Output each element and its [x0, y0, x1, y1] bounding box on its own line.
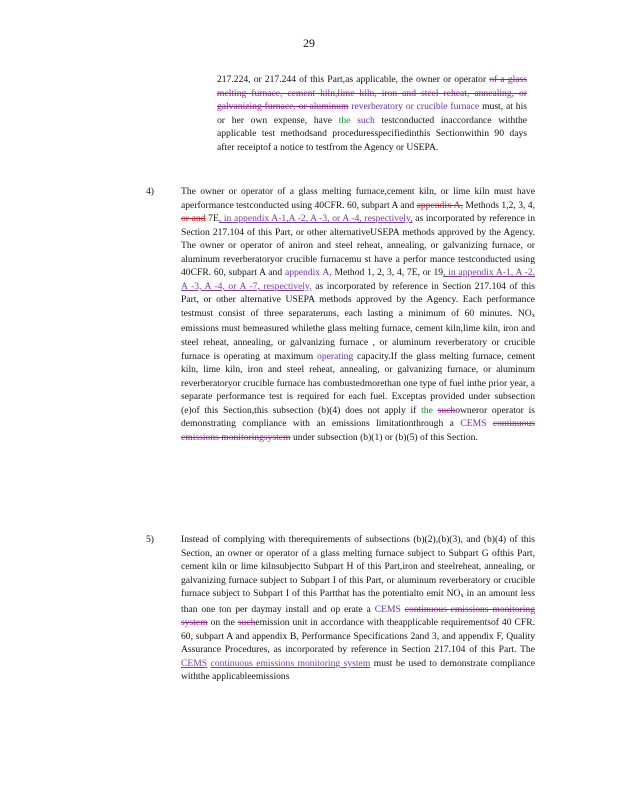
text-run: must be used to demonstrate compliance withthe applicableemissions: [181, 657, 536, 683]
deleted-word: such: [357, 114, 375, 126]
text-run: emission unit in accordance with theapplicable requirementsof 40 CFR. 60, subpart A and appendix B, Performance Specifications 2and 3, and appendix F, Quality Assurance Procedures, as incorporated by reference in Section 217.104 of this Part. The: [181, 617, 536, 656]
subscript: x: [531, 311, 535, 319]
deleted-word: such: [437, 404, 456, 416]
paragraph-item-4: [181, 185, 535, 444]
inserted-word: the: [421, 404, 433, 416]
page-number: 29: [303, 36, 315, 50]
deleted-text: appendix A,: [416, 199, 463, 211]
inserted-word: CEMS: [181, 657, 208, 669]
inserted-text: continuous emissions monitoring system: [210, 657, 371, 669]
text-run: on the: [210, 617, 235, 629]
inserted-text: reverberatory or crucible furnace: [351, 101, 480, 113]
deleted-word: such: [237, 617, 256, 629]
text-run: emissions must bemeasured whilethe glass melting furnace, cement kiln,lime kiln, iron and steel reheat, annealing, or galvanizing furnace , or aluminum reverberatory or crucible furnace is operating at maximum: [181, 323, 535, 362]
subscript: x: [460, 592, 464, 600]
text-run: owneror operator is demonstrating compliance with an emissions limitationthrough a: [181, 404, 535, 430]
text-run: must, at his or her own expense, have: [217, 101, 527, 126]
text-run: 217.224, or 217.244 of this Part,as applicable, the owner or operator: [217, 74, 487, 85]
item-number-4: 4): [146, 186, 154, 197]
inserted-text: appendix A,: [284, 267, 332, 279]
inserted-word: CEMS: [460, 418, 487, 430]
deleted-text: of a glass melting furnace, cement kiln,lime kiln, iron and steel reheat, annealing, or galvanizing furnace, or aluminum: [217, 74, 528, 113]
deleted-text: or and: [181, 213, 206, 225]
inserted-text: , in appendix A-1, A -2, A -3, A -4, or A -7, respectively,: [181, 267, 535, 292]
text-run: as incorporated by reference in Section 217.104 of this Part, or other alternativeUSEPA methods approved by the Agency. The owner or operator of aniron and steel reheat, annealing, or galvanizing furnace, or aluminum reverberatoryor crucible furnacemu st have a perfor mance testconducted using 40CFR. 60, subpart A and: [181, 213, 535, 279]
text-run: in an amount less than one ton per daymay install and op erate a: [181, 588, 535, 615]
text-run: The owner or operator of a glass melting furnace,cement kiln, or lime kiln must have aperformance testconducted using 40CFR. 60, subpart A and: [181, 186, 535, 211]
text-run: under subsection (b)(1) or (b)(5) of this Section.: [292, 431, 478, 443]
paragraph-item-5: [181, 533, 535, 684]
text-run: testconducted inaccordance withthe applicable test methodsand proceduresspecifiedinthis Sectionwithin 90 days after receiptof a notice to testfrom the Agency or USEPA.: [217, 114, 528, 153]
deleted-text: continuous emissions monitoring system: [181, 603, 536, 629]
deleted-text: continuous emissions monitoringsystem: [181, 418, 535, 443]
text-run: Method 1, 2, 3, 4, 7E, or 19: [334, 267, 444, 279]
inserted-word: CEMS: [374, 603, 401, 615]
paragraph-continuation: [217, 73, 527, 154]
inserted-word: operating: [317, 350, 354, 362]
text-run: capacity.If the glass melting furnace, cement kiln, lime kiln, iron and steel reheat, annealing, or galvanizing furnace, or aluminum reverberatoryor crucible furnace has combustedmorethan one type of fuel inthe prior year, a separate performance test is required for each fuel. Exceptas provided under subsection (e)of this Section,this subsection (b)(4) does not apply if: [181, 350, 535, 416]
inserted-text: , in appendix A-1,A -2, A -3, or A -4, respectively,: [218, 213, 413, 225]
inserted-word: the: [338, 114, 351, 126]
text-run: Methods 1,2, 3, 4,: [465, 199, 536, 211]
text-run: as incorporated by reference in Section 217.104 of this Part, or other alternative USEPA methods approved by the Agency. Each performance testmust consist of three separateruns, each lasting a minimum of 60 minutes. NO: [181, 280, 536, 319]
item-number-5: 5): [146, 534, 154, 545]
text-run: 7E: [208, 213, 219, 225]
text-run: Instead of complying with therequirements of subsections (b)(2),(b)(3), and (b)(4) of this Section, an owner or operator of a glass melting furnace subject to Subpart G ofthis Part, cement kiln or lime kilnsubjectto Subpart H of this Part,iron and steelreheat, annealing, or galvanizing furnace subject to Subpart I of this Part, or aluminum reverberatory or crucible furnace subject to Subpart I of this Partthat has the potentialto emit NO: [181, 534, 535, 600]
